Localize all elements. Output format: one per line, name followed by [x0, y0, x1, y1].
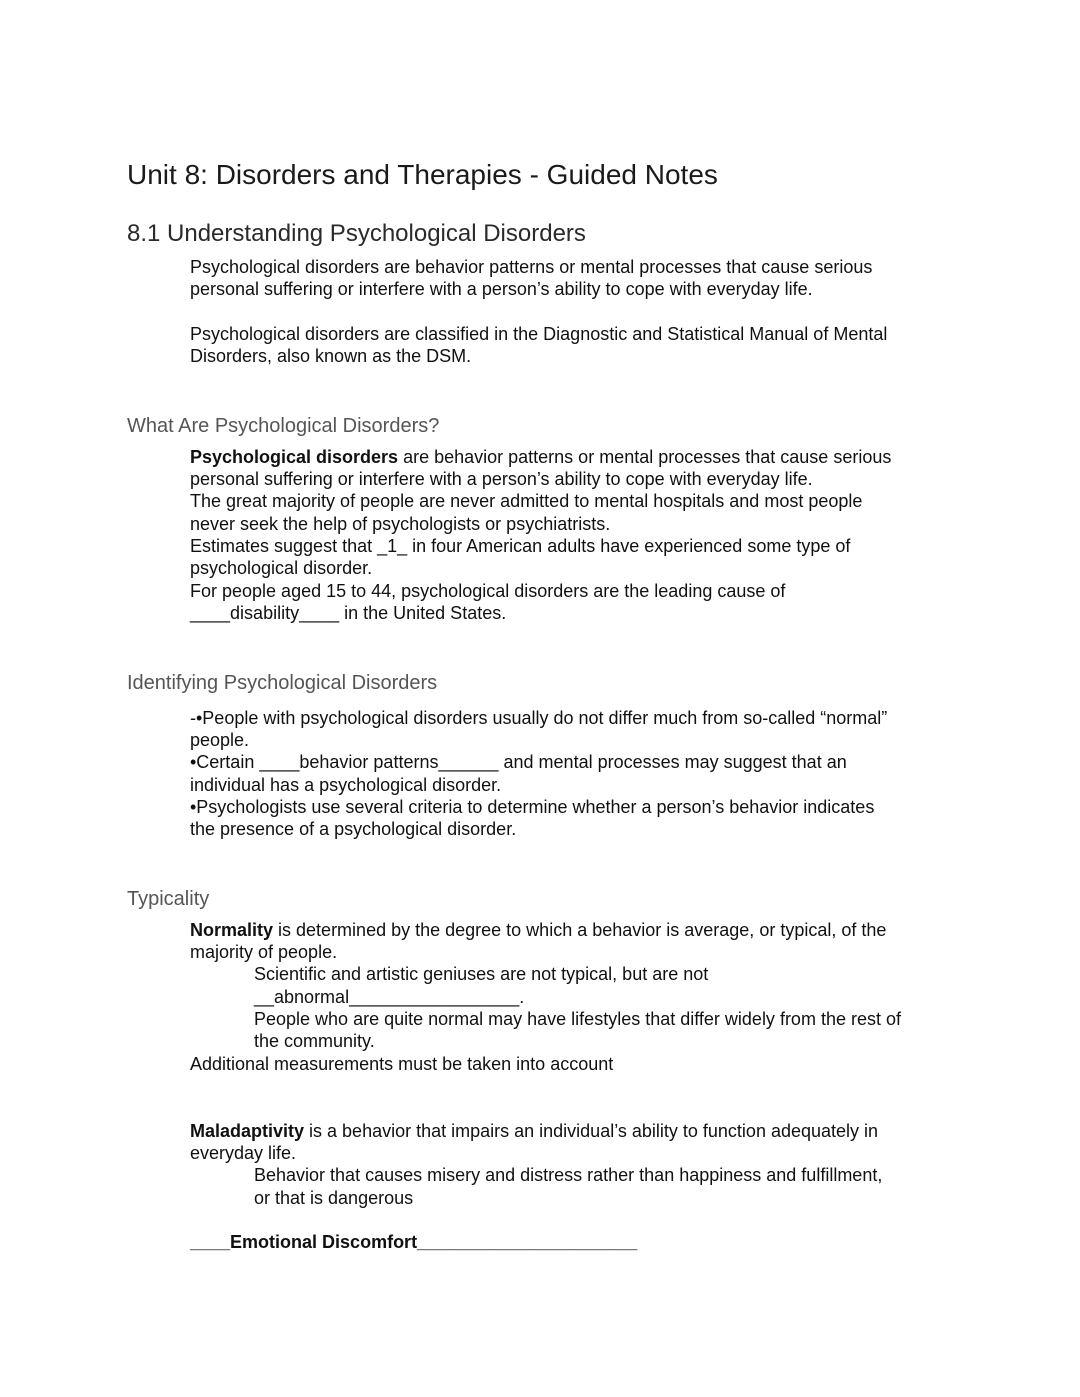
s4-line-1-rest: is determined by the degree to which a behavior is average, or typical, of the	[273, 920, 887, 940]
section-heading-what-are: What Are Psychological Disorders?	[127, 415, 440, 437]
s5-line-1	[190, 1120, 878, 1142]
s2-line-5: Estimates suggest that _1_ in four American adults have experienced some type of	[190, 536, 851, 556]
section-heading-8-1: 8.1 Understanding Psychological Disorders	[127, 220, 586, 247]
s3-line-5: •Psychologists use several criteria to determine whether a person’s behavior indicates	[190, 797, 875, 817]
bold-term-maladaptivity: Maladaptivity	[190, 1121, 305, 1141]
section-heading-typicality: Typicality	[127, 888, 210, 910]
s2-line-3: The great majority of people are never admitted to mental hospitals and most people	[190, 491, 863, 511]
s2-line-1	[190, 446, 891, 468]
s4-line-1	[190, 919, 886, 941]
s4-line-2: majority of people.	[190, 942, 338, 962]
s1-paragraph-2-line-2: Disorders, also known as the DSM.	[190, 346, 472, 366]
s2-line-6: psychological disorder.	[190, 558, 373, 578]
s4-indent-line-3: People who are quite normal may have lifestyles that differ widely from the rest of	[254, 1009, 901, 1029]
bold-term-psychological-disorders: Psychological disorders	[190, 447, 399, 467]
s4-indent-line-2: __abnormal_________________.	[254, 987, 525, 1007]
s5-indent-line-1: Behavior that causes misery and distress rather than happiness and fulfillment,	[254, 1165, 883, 1185]
emotional-discomfort-blank: ____Emotional Discomfort______________________	[190, 1232, 638, 1252]
s5-line-2: everyday life.	[190, 1143, 297, 1163]
s2-line-7: For people aged 15 to 44, psychological disorders are the leading cause of	[190, 581, 786, 601]
s2-line-4: never seek the help of psychologists or psychiatrists.	[190, 514, 611, 534]
s1-paragraph-1-line-1: Psychological disorders are behavior patterns or mental processes that cause serious	[190, 257, 873, 277]
section-heading-identifying: Identifying Psychological Disorders	[127, 672, 438, 694]
s3-line-1: -•People with psychological disorders usually do not differ much from so-called “normal”	[190, 708, 888, 728]
bold-term-normality: Normality	[190, 920, 274, 940]
s5-indent-line-2: or that is dangerous	[254, 1188, 414, 1208]
s1-paragraph-2-line-1: Psychological disorders are classified in the Diagnostic and Statistical Manual of Mental	[190, 324, 888, 344]
document-title: Unit 8: Disorders and Therapies - Guided Notes	[127, 159, 718, 190]
s3-line-2: people.	[190, 730, 250, 750]
s4-line-7: Additional measurements must be taken into account	[190, 1054, 614, 1074]
s3-line-3: •Certain ____behavior patterns______ and mental processes may suggest that an	[190, 752, 847, 772]
s2-line-8: ____disability____ in the United States.	[190, 603, 507, 623]
s2-line-1-rest: are behavior patterns or mental processes that cause serious	[398, 447, 892, 467]
s4-indent-line-4: the community.	[254, 1031, 375, 1051]
s2-line-2: personal suffering or interfere with a person’s ability to cope with everyday life.	[190, 469, 813, 489]
s4-indent-line-1: Scientific and artistic geniuses are not typical, but are not	[254, 964, 709, 984]
s5-line-1-rest: is a behavior that impairs an individual’s ability to function adequately in	[304, 1121, 879, 1141]
s3-line-4: individual has a psychological disorder.	[190, 775, 502, 795]
s1-paragraph-1-line-2: personal suffering or interfere with a person’s ability to cope with everyday life.	[190, 279, 813, 299]
s3-line-6: the presence of a psychological disorder.	[190, 819, 517, 839]
